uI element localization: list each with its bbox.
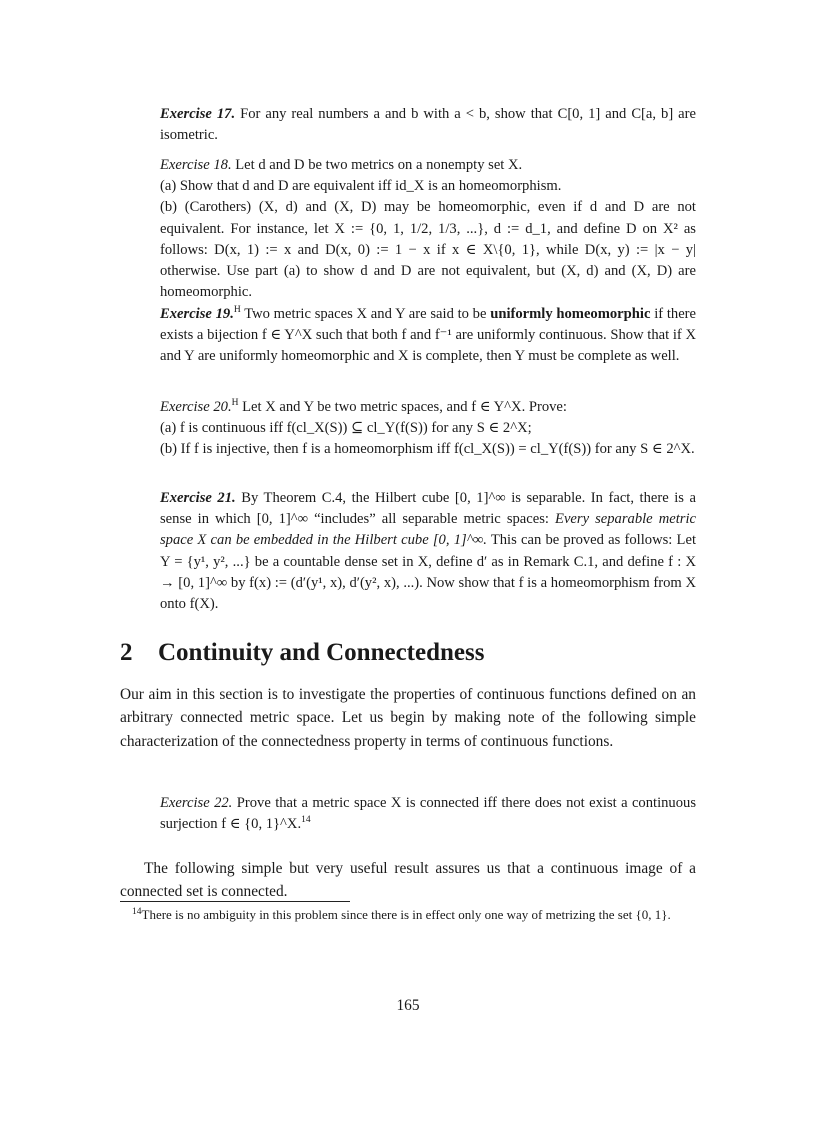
hint-mark: H xyxy=(231,398,239,409)
footnote-text: There is no ambiguity in this problem since there is in effect only one way of metrizing the set {0, 1}. xyxy=(141,907,671,922)
exercise-text: Two metric spaces X and Y are said to be xyxy=(244,306,487,322)
exercise-text: By Theorem C.4, the Hilbert cube [0, 1]^∞ is separable. In fact, there is a sense in which [0, 1]^∞ “includes” all separable metric spaces: xyxy=(160,490,696,528)
exercise-20 xyxy=(160,397,696,461)
page-number: 165 xyxy=(396,997,420,1014)
footnote-rule xyxy=(120,901,350,902)
exercise-text: For any real numbers a and b with a < b, show that C[0, 1] and C[a, b] are isometric. xyxy=(160,106,696,144)
footnote-mark: 14 xyxy=(132,906,142,917)
exercise-18 xyxy=(160,155,696,303)
exercise-label: Exercise 22. xyxy=(160,795,233,811)
exercise-intro: Let d and D be two metrics on a nonempty set X. xyxy=(235,157,523,173)
exercise-emphasis: Every separable metric space X can be embedded in the Hilbert cube [0, 1]^∞. xyxy=(160,511,696,549)
exercise-label: Exercise 21. xyxy=(160,490,236,506)
section-title: Continuity and Connectedness xyxy=(158,639,485,666)
exercise-label: Exercise 19. xyxy=(160,306,234,322)
section-number: 2 xyxy=(120,639,133,666)
exercise-21 xyxy=(160,488,696,615)
section-closing xyxy=(120,857,696,904)
hint-mark: H xyxy=(233,305,241,316)
exercise-text: This can be proved as follows: Let Y = {y¹, y², ...} be a countable dense set in X, define d′ as in Remark C.1, and define f : X → [0, 1]^∞ by f(x) := (d′(y¹, x), d′(y², x), ...). Now show that f is a homeomorphism from X onto f(X). xyxy=(160,532,697,613)
footnote-ref: 14 xyxy=(301,815,311,826)
exercise-intro: Let X and Y be two metric spaces, and f ∈ Y^X. Prove: xyxy=(242,399,567,415)
section-heading xyxy=(120,636,700,670)
exercise-label: Exercise 20. xyxy=(160,399,232,415)
exercise-part-a: (a) Show that d and D are equivalent iff id_X is an homeomorphism. xyxy=(160,178,562,195)
exercise-text: if there exists a bijection f ∈ Y^X such that both f and f⁻¹ are uniformly continuous. Show that if X and Y are uniformly homeomorphic and X is complete, then Y must be complete as well. xyxy=(160,306,697,365)
exercise-label: Exercise 17. xyxy=(160,106,236,122)
paragraph: Our aim in this section is to investigate the properties of continuous functions defined on an arbitrary connected metric space. Let us begin by making note of the following simple characterization of the connectedness property in terms of continuous functions. xyxy=(120,686,696,750)
footnote xyxy=(120,905,696,924)
exercise-19 xyxy=(160,304,696,368)
paragraph: The following simple but very useful result assures us that a continuous image of a connected set is connected. xyxy=(120,860,696,901)
exercise-17 xyxy=(160,104,696,146)
exercise-part-b: (b) (Carothers) (X, d) and (X, D) may be homeomorphic, even if d and D are not equivalent. For instance, let X := {0, 1, 1/2, 1/3, ...}, d := d_1, and define D on X² as follows: D(x, 1) := x and D(x, 0) := 1 − x if x ∈ X\{0, 1}, while D(x, y) := |x − y| otherwise. Use part (a) to show d and D are not equivalent, but (X, d) and (X, D) are homeomorphic. xyxy=(160,199,696,301)
exercise-part-a: (a) f is continuous iff f(cl_X(S)) ⊆ cl_Y(f(S)) for any S ∈ 2^X; xyxy=(160,420,532,437)
exercise-22 xyxy=(160,793,696,835)
section-intro xyxy=(120,683,696,753)
exercise-part-b: (b) If f is injective, then f is a homeomorphism iff f(cl_X(S)) = cl_Y(f(S)) for any S ∈ 2^X. xyxy=(160,441,695,458)
exercise-label: Exercise 18. xyxy=(160,157,232,173)
exercise-text: Prove that a metric space X is connected iff there does not exist a continuous surjection f ∈ {0, 1}^X. xyxy=(160,795,696,833)
defined-term: uniformly homeomorphic xyxy=(490,306,651,322)
